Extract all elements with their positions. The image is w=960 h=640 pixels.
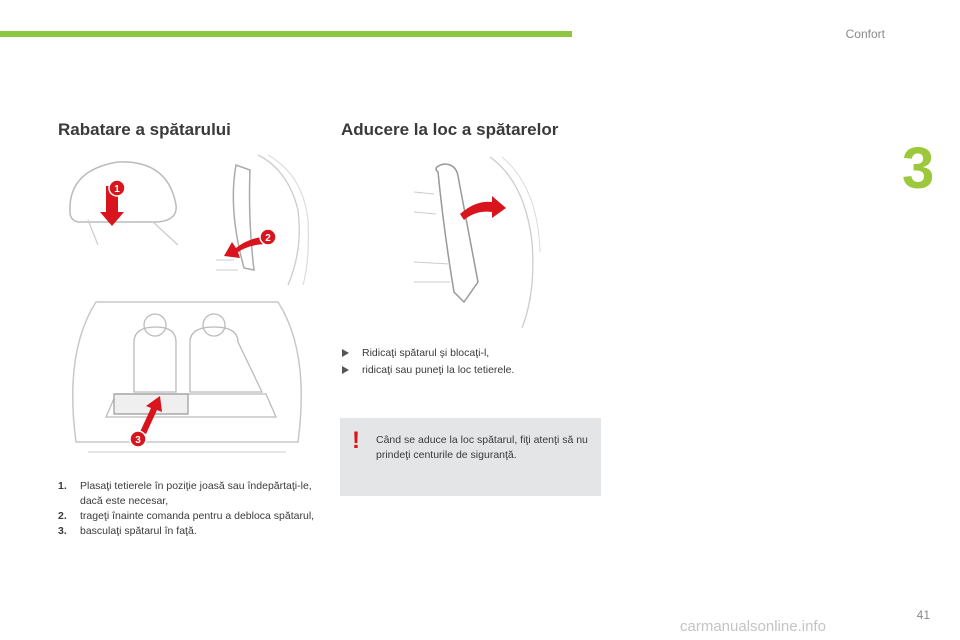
bullet-text: Ridicaţi spătarul şi blocaţi-l, (362, 347, 490, 359)
step-text: basculaţi spătarul în faţă. (80, 525, 197, 537)
callout-2-label: 2 (265, 233, 271, 244)
triangle-bullet-icon (342, 349, 349, 357)
header-accent-bar (0, 31, 572, 37)
step-number: 2. (58, 510, 67, 522)
section-title: Confort (845, 27, 885, 41)
raise-arrow-icon (460, 196, 506, 220)
step-text: Plasaţi tetierele în poziţie joasă sau îndepărtaţi-le, dacă este necesar, (80, 480, 312, 507)
list-item (58, 509, 328, 524)
list-item (58, 479, 328, 509)
warning-text: Când se aduce la loc spătarul, fiţi atenţi să nu prindeţi centurile de siguranţă. (376, 434, 588, 461)
callout-1-label: 1 (114, 184, 120, 195)
raise-backrest-illustration (410, 152, 542, 330)
triangle-bullet-icon (342, 366, 349, 374)
left-section-title: Rabatare a spătarului (58, 120, 231, 139)
warning-box (340, 418, 601, 496)
seat-lever-illustration (208, 150, 313, 288)
fold-steps-list (58, 479, 328, 539)
watermark: carmanualsonline.info (680, 618, 826, 635)
list-item (341, 345, 611, 362)
right-section-title: Aducere la loc a spătarelor (341, 120, 559, 139)
step-number: 1. (58, 480, 67, 492)
chapter-number: 3 (902, 136, 935, 201)
list-item (58, 524, 328, 539)
page-number: 41 (916, 608, 930, 622)
step-number: 3. (58, 525, 67, 537)
trunk-view-illustration (56, 292, 318, 468)
restore-steps-list (341, 345, 611, 379)
list-item (341, 362, 611, 379)
step-text: trageţi înainte comanda pentru a debloca spătarul, (80, 510, 315, 522)
bullet-text: ridicaţi sau puneţi la loc tetierele. (362, 364, 515, 376)
headrest-illustration (58, 150, 198, 250)
exclamation-icon: ! (352, 427, 360, 454)
callout-3-label: 3 (135, 435, 141, 446)
